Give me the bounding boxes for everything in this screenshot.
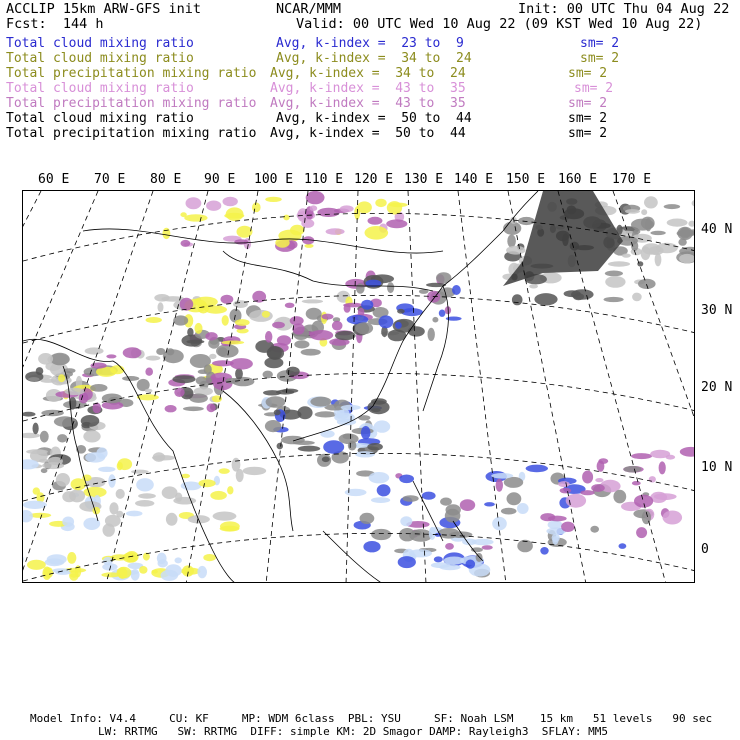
legend-avg: Avg, k-index = 34 to 24	[270, 66, 466, 81]
legend-sm: sm= 2	[568, 96, 608, 111]
lon-label: 120 E	[354, 172, 394, 187]
legend-sm: sm= 2	[568, 126, 608, 141]
lat-label: 0	[701, 542, 709, 557]
legend-field: Total cloud mixing ratio	[6, 51, 194, 66]
legend-avg: Avg, k-index = 50 to 44	[270, 126, 466, 141]
legend-sm: sm= 2	[580, 36, 620, 51]
legend-row	[6, 51, 736, 66]
legend-sm: sm= 2	[568, 111, 608, 126]
map-canvas	[23, 191, 695, 583]
model-title: ACCLIP 15km ARW-GFS init	[6, 1, 202, 17]
legend-row	[6, 36, 736, 51]
lon-label: 60 E	[38, 172, 70, 187]
lat-label: 20 N	[701, 380, 733, 395]
cloud-fields	[23, 191, 695, 581]
lon-label: 150 E	[506, 172, 546, 187]
model-info-line2: LW: RRTMG SW: RRTMG DIFF: simple KM: 2D Smagor DAMP: Rayleigh3 SFLAY: MM5	[98, 725, 608, 738]
legend-field: Total cloud mixing ratio	[6, 81, 194, 96]
legend-field: Total precipitation mixing ratio	[6, 66, 257, 81]
legend-row	[6, 111, 736, 126]
lon-label: 140 E	[454, 172, 494, 187]
legend-row	[6, 81, 736, 96]
lat-label: 40 N	[701, 222, 733, 237]
legend-field: Total precipitation mixing ratio	[6, 96, 257, 111]
legend-sm: sm= 2	[574, 81, 614, 96]
lon-label: 160 E	[558, 172, 598, 187]
lon-label: 100 E	[254, 172, 294, 187]
lon-label: 170 E	[612, 172, 652, 187]
legend-sm: sm= 2	[568, 66, 608, 81]
legend-avg: Avg, k-index = 23 to 9	[276, 36, 464, 51]
legend-avg: Avg, k-index = 50 to 44	[276, 111, 472, 126]
valid-time: Valid: 00 UTC Wed 10 Aug 22 (09 KST Wed 10 Aug 22)	[296, 16, 703, 32]
lon-label: 90 E	[204, 172, 236, 187]
legend-row	[6, 66, 736, 81]
legend-avg: Avg, k-index = 43 to 35	[270, 96, 466, 111]
lon-label: 80 E	[150, 172, 182, 187]
center-label: NCAR/MMM	[276, 1, 342, 17]
legend-field: Total cloud mixing ratio	[6, 111, 194, 126]
lon-label: 130 E	[404, 172, 444, 187]
legend-avg: Avg, k-index = 34 to 24	[276, 51, 472, 66]
lat-label: 10 N	[701, 460, 733, 475]
legend-sm: sm= 2	[580, 51, 620, 66]
legend-field: Total precipitation mixing ratio	[6, 126, 257, 141]
legend-row	[6, 96, 736, 111]
legend-row	[6, 126, 736, 141]
legend-field: Total cloud mixing ratio	[6, 36, 194, 51]
forecast-hour: Fcst: 144 h	[6, 16, 104, 32]
model-info-line1: Model Info: V4.4 CU: KF MP: WDM 6class PBL: YSU SF: Noah LSM 15 km 51 levels 90 sec	[30, 712, 713, 725]
map-panel	[22, 190, 695, 583]
lon-label: 110 E	[304, 172, 344, 187]
init-time: Init: 00 UTC Thu 04 Aug 22	[518, 1, 730, 17]
legend-avg: Avg, k-index = 43 to 35	[270, 81, 466, 96]
lat-label: 30 N	[701, 303, 733, 318]
lon-label: 70 E	[94, 172, 126, 187]
